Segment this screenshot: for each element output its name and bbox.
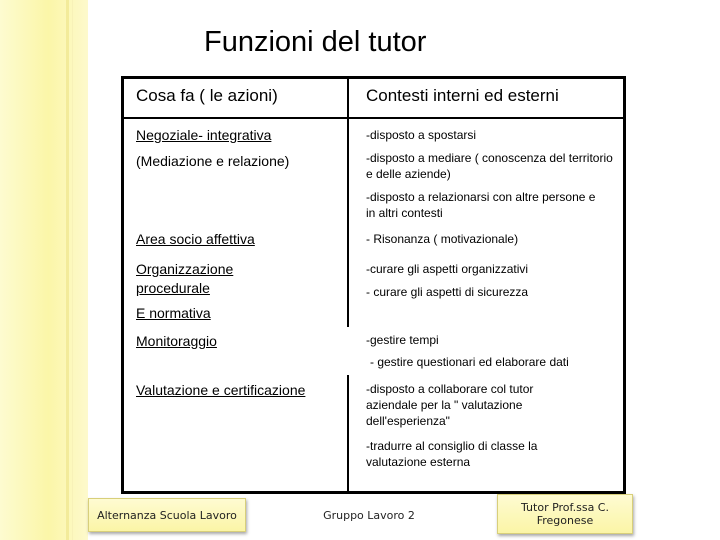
footer-center: Gruppo Lavoro 2 — [323, 508, 415, 522]
row-action-negoziale: Negoziale- integrativa — [136, 127, 272, 143]
context-item: -disposto a collaborare col tutor aziendale per la " valutazione dell'esperienza" — [366, 382, 534, 428]
context-item: -disposto a spostarsi — [366, 128, 477, 142]
row-action-organizzazione-l2: procedurale — [136, 280, 210, 296]
context-item: - Risonanza ( motivazionale) — [366, 232, 519, 246]
context-item: -tradurre al consiglio di classe la valutazione esterna — [366, 439, 538, 469]
header-contexts: Contesti interni ed esterni — [366, 86, 559, 105]
row-action-organizzazione-l3: E normativa — [136, 305, 211, 321]
left-decorative-rule — [66, 0, 69, 540]
context-item: -disposto a relazionarsi con altre persone e in altri contesti — [366, 190, 596, 220]
header-divider — [124, 117, 623, 119]
context-item: -disposto a mediare ( conoscenza del territorio e delle aziende) — [366, 151, 613, 181]
context-item: -gestire tempi — [366, 333, 439, 347]
footer-right: Tutor Prof.ssa C. Fregonese — [497, 494, 633, 534]
tutor-functions-table — [121, 76, 626, 494]
context-item: - gestire questionari ed elaborare dati — [370, 355, 569, 369]
row-action-organizzazione: Organizzazione — [136, 261, 234, 277]
footer-left: Alternanza Scuola Lavoro — [88, 498, 246, 532]
row-action-monitoraggio: Monitoraggio — [136, 333, 217, 349]
left-decorative-rule-thin — [72, 0, 73, 540]
context-item: - curare gli aspetti di sicurezza — [366, 285, 529, 299]
row-action-negoziale-sub: (Mediazione e relazione) — [136, 153, 290, 169]
header-actions: Cosa fa ( le azioni) — [136, 86, 278, 105]
slide-title: Funzioni del tutor — [204, 26, 427, 58]
row-action-valutazione: Valutazione e certificazione — [136, 382, 306, 398]
column-divider-bottom — [347, 375, 349, 491]
left-decorative-band — [0, 0, 88, 540]
context-item: -curare gli aspetti organizzativi — [366, 262, 529, 276]
row-action-socio-affettiva: Area socio affettiva — [136, 231, 255, 247]
